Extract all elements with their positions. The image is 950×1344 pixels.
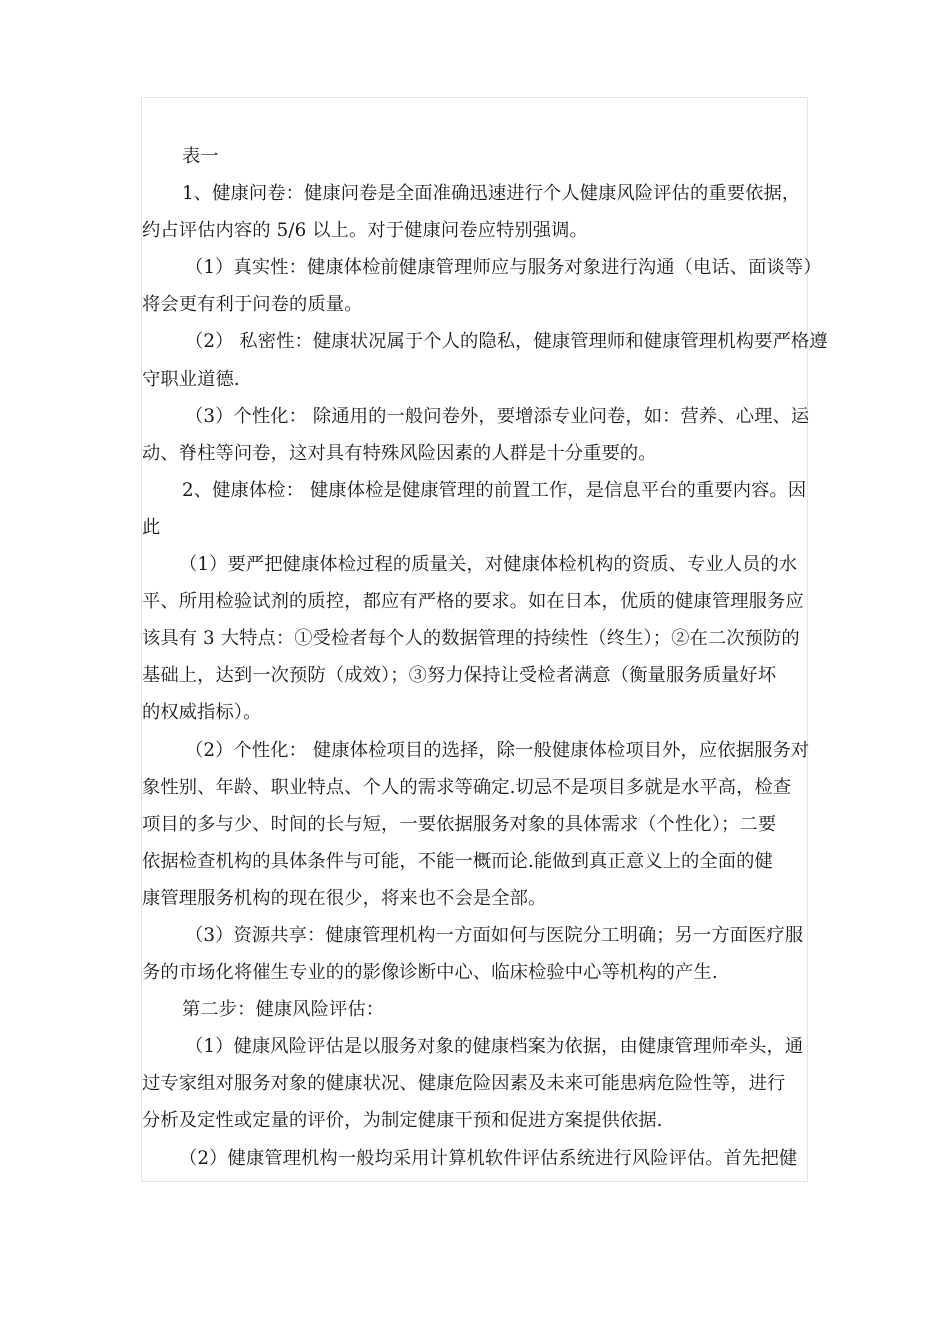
paragraph-line: （1）要严把健康体检过程的质量关，对健康体检机构的资质、专业人员的水: [179, 554, 798, 576]
paragraph-line: 务的市场化将催生专业的的影像诊断中心、临床检验中心等机构的产生.: [142, 962, 718, 984]
paragraph-line: （3）个性化： 除通用的一般问卷外，要增添专业问卷，如：营养、心理、运: [185, 405, 810, 427]
paragraph-line: 基础上，达到一次预防（成效）；③努力保持让受检者满意（衡量服务质量好坏: [142, 665, 777, 687]
paragraph-line: 将会更有利于问卷的质量。: [142, 294, 363, 316]
paragraph-line: 过专家组对服务对象的健康状况、健康危险因素及未来可能患病危险性等，进行: [142, 1073, 786, 1095]
paragraph-line: 守职业道德.: [142, 368, 240, 390]
paragraph-line: （1）健康风险评估是以服务对象的健康档案为依据，由健康管理师牵头，通: [185, 1036, 804, 1058]
document-body: [142, 138, 828, 1177]
section-heading: 第二步：健康风险评估：: [182, 999, 385, 1021]
paragraph-line: 项目的多与少、时间的长与短，一要依据服务对象的具体需求（个性化）；二要: [142, 813, 777, 835]
paragraph-line: （1）真实性：健康体检前健康管理师应与服务对象进行沟通（电话、面谈等）: [185, 257, 822, 279]
paragraph-line: 1、健康问卷：健康问卷是全面准确迅速进行个人健康风险评估的重要依据，: [182, 183, 801, 205]
paragraph-line: 康管理服务机构的现在很少，将来也不会是全部。: [142, 887, 547, 909]
paragraph-line: （2）健康管理机构一般均采用计算机软件评估系统进行风险评估。首先把健: [179, 1147, 798, 1169]
paragraph-line: 动、脊柱等问卷，这对具有特殊风险因素的人群是十分重要的。: [142, 442, 657, 464]
paragraph-line: 约占评估内容的 5/6 以上。对于健康问卷应特别强调。: [142, 220, 588, 242]
paragraph-line: 依据检查机构的具体条件与可能，不能一概而论.能做到真正意义上的全面的健: [142, 850, 773, 872]
paragraph-line: 该具有 3 大特点：①受检者每个人的数据管理的持续性（终生）；②在二次预防的: [142, 628, 800, 650]
paragraph-line: 分析及定性或定量的评价，为制定健康干预和促进方案提供依据.: [142, 1110, 663, 1132]
heading-table-1: 表一: [182, 146, 219, 167]
paragraph-line: 的权威指标）。: [142, 702, 262, 724]
paragraph-line: 象性别、年龄、职业特点、个人的需求等确定.切忌不是项目多就是水平高，检查: [142, 776, 792, 798]
paragraph-line: 平、所用检验试剂的质控，都应有严格的要求。如在日本，优质的健康管理服务应: [142, 591, 804, 613]
paragraph-line: （3）资源共享：健康管理机构一方面如何与医院分工明确；另一方面医疗服: [185, 924, 804, 946]
paragraph-line: 此: [142, 516, 161, 538]
paragraph-line: （2）个性化： 健康体检项目的选择，除一般健康体检项目外，应依据服务对: [185, 739, 810, 761]
paragraph-line: （2） 私密性：健康状况属于个人的隐私，健康管理师和健康管理机构要严格遵: [185, 331, 828, 353]
paragraph-line: 2、健康体检： 健康体检是健康管理的前置工作，是信息平台的重要内容。因: [182, 479, 807, 501]
